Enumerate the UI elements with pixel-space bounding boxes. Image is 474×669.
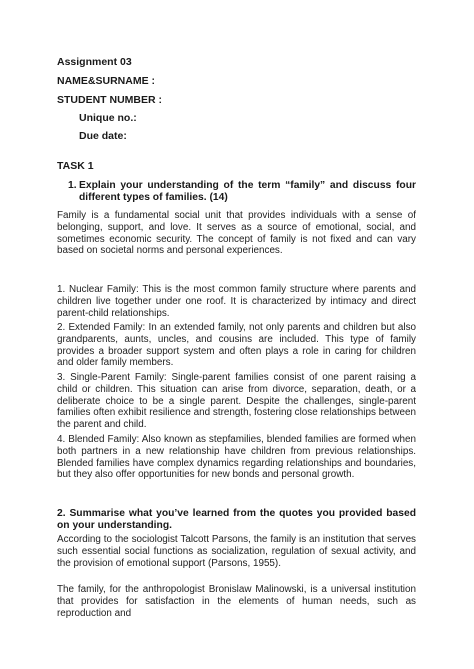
due-date-label: Due date:: [79, 130, 127, 142]
question-1: [68, 180, 416, 204]
unique-no-label: Unique no.:: [79, 112, 137, 124]
nuclear-family-paragraph: 1. Nuclear Family: This is the most common family structure where parents and children live together under one roof. It is characterized by intimacy and direct parent-child relationships.: [57, 284, 416, 319]
question-1-text: Explain your understanding of the term “family” and discuss four different types of families. (14): [79, 180, 416, 203]
malinowski-paragraph: The family, for the anthropologist Bronislaw Malinowski, is a universal institution that provides for satisfaction in the elements of human needs, such as reproduction and: [57, 584, 416, 619]
name-surname-label: NAME&SURNAME :: [57, 75, 155, 87]
blended-family-paragraph: 4. Blended Family: Also known as stepfamilies, blended families are formed when both partners in a new relationship have children from previous relationships. Blended families have complex dynamics regarding relationships and boundaries, but they also offer opportunities for new bonds and personal growth.: [57, 434, 416, 481]
student-number-label: STUDENT NUMBER :: [57, 94, 162, 106]
question-2: 2. Summarise what you’ve learned from the quotes you provided based on your understanding.: [57, 508, 416, 531]
parsons-paragraph: According to the sociologist Talcott Parsons, the family is an institution that serves such essential social functions as socialization, regulation of sexual activity, and the provision of emotional support (Parsons, 1955).: [57, 534, 416, 569]
assignment-title: Assignment 03: [57, 56, 132, 68]
single-parent-family-paragraph: 3. Single-Parent Family: Single-parent families consist of one parent raising a child or children. This situation can arise from divorce, separation, death, or a deliberate choice to be a single parent. Despite the challenges, single-parent families often exhibit resilience and strength, fostering close relationships between the parent and child.: [57, 372, 416, 431]
task-title: TASK 1: [57, 160, 94, 172]
question-1-number: 1.: [68, 180, 77, 191]
family-definition-paragraph: Family is a fundamental social unit that provides individuals with a sense of belonging, support, and love. It serves as a source of emotional, social, and sometimes economic security. The concept of family is not fixed and can vary based on societal norms and personal experiences.: [57, 210, 416, 257]
extended-family-paragraph: 2. Extended Family: In an extended family, not only parents and children but also grandparents, aunts, uncles, and cousins are included. This type of family provides a broader support system and often plays a role in caring for children and older family members.: [57, 322, 416, 369]
